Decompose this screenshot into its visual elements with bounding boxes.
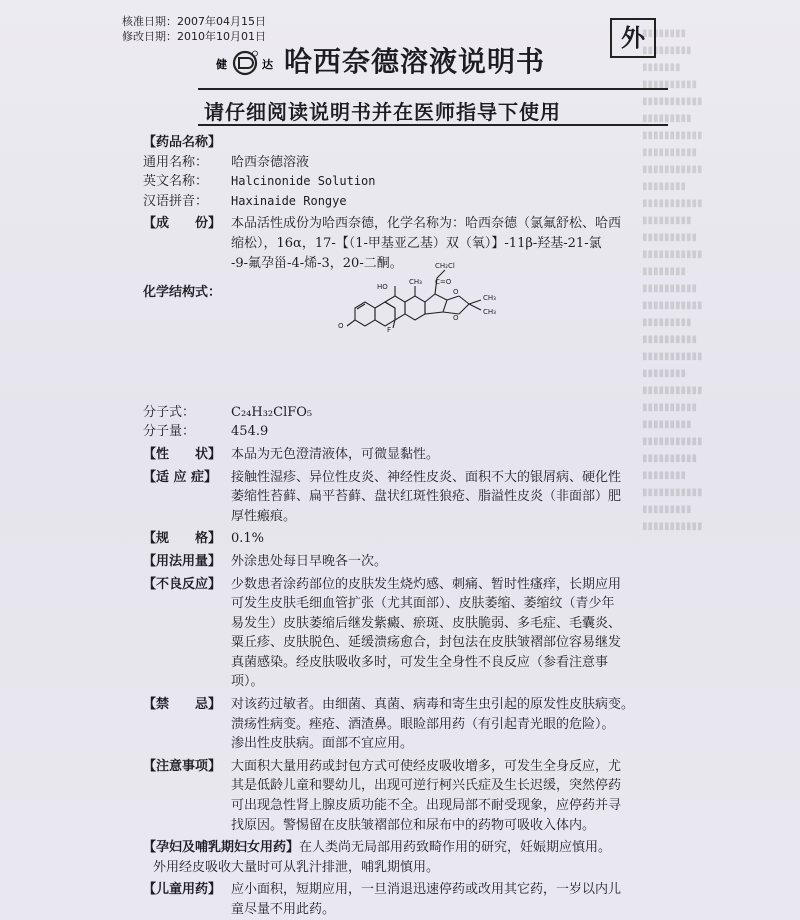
section-text-line: 项）。 — [231, 674, 264, 690]
section-usage — [143, 552, 683, 572]
section-text-line: 缩松），16α，17-【（1-甲基亚乙基）双（氧）】-11β-羟基-21-氯 — [231, 235, 602, 251]
field-value: 454.9 — [231, 424, 269, 440]
section-label: 【不良反应】 — [143, 576, 222, 592]
section-text: 外涂患处每日早晚各一次。 — [231, 553, 388, 569]
section-label: 【儿童用药】 — [143, 882, 222, 898]
section-text: 本品活性成份为哈西奈德，化学名称为：哈西奈德（氯氟舒松、哈西 — [231, 216, 622, 232]
section-text-line: 溃疡性病变。痤疮、酒渣鼻。眼睑部用药（有引起青光眼的危险）。 — [231, 716, 615, 732]
section-text-line: 找原因。警惕留在皮肤皱褶部位和尿布中的药物可吸收入体内。 — [231, 817, 596, 833]
section-composition — [143, 214, 683, 234]
document-title: 哈西奈德溶液说明书 — [284, 45, 546, 78]
section-text-line: 可出现急性肾上腺皮质功能不全。出现局部不耐受现象，应停药并寻 — [231, 798, 622, 814]
section-label: 【药品名称】 — [143, 135, 222, 150]
section-text: 本品为无色澄清液体，可微显黏性。 — [231, 446, 440, 462]
section-text-line: 粟丘疹、皮肤脱色、延缓溃疡愈合，封包法在皮肤皱褶部位容易继发 — [231, 635, 622, 651]
section-text-line: 外用经皮吸收大量时可从乳汁排泄，哺乳期慎用。 — [153, 859, 440, 875]
svg-text:F: F — [387, 326, 392, 334]
section-text-line: 渗出性皮肤病。面部不宜应用。 — [231, 736, 414, 752]
field-label: 通用名称： — [143, 154, 209, 170]
section-text-line: 真菌感染。经皮肤吸收多时，可发生全身性不良反应（参看注意事 — [231, 654, 609, 670]
svg-text:CH₃: CH₃ — [409, 278, 422, 286]
common-name-row — [143, 153, 683, 173]
field-label: 分子式： — [143, 404, 196, 420]
section-spec — [143, 529, 683, 549]
field-label: 汉语拼音： — [143, 193, 209, 209]
svg-text:CH₃: CH₃ — [483, 294, 496, 302]
approve-date: 核准日期：2007年04月15日 — [122, 15, 266, 28]
modify-date: 修改日期：2010年10月01日 — [122, 30, 266, 43]
section-text: 接触性湿疹、异位性皮炎、神经性皮炎、面积不大的银屑病、硬化性 — [231, 469, 622, 485]
section-text: 少数患者涂药部位的皮肤发生烧灼感、刺痛、暂时性瘙痒，长期应用 — [231, 576, 622, 592]
field-value: Haxinaide Rongye — [231, 193, 347, 208]
brand-right-glyph: 达 — [262, 58, 273, 71]
section-text: 大面积大量用药或封包方式可使经皮吸收增多，可发生全身反应，尤 — [231, 758, 622, 774]
section-label: 【孕妇及哺乳期妇女用药】 — [143, 840, 300, 856]
section-pregnancy — [143, 838, 683, 858]
section-text: 0.1% — [231, 531, 265, 547]
section-label: 【用法用量】 — [143, 553, 222, 569]
title-rule-top — [198, 88, 668, 90]
section-label: 【成 份】 — [143, 216, 222, 232]
brand-left-glyph: 健 — [216, 58, 227, 71]
date-block — [122, 14, 266, 44]
leaflet-body — [143, 130, 683, 920]
section-text: 对该药过敏者。由细菌、真菌、病毒和寄生虫引起的原发性皮肤病变。 — [231, 697, 635, 713]
section-adverse — [143, 575, 683, 595]
section-text-line: 童尽量不用此药。 — [231, 902, 336, 917]
section-indications — [143, 468, 683, 488]
svg-text:CH₃: CH₃ — [483, 308, 496, 316]
svg-text:O: O — [453, 314, 459, 322]
formula-row — [143, 403, 683, 423]
section-text-line: 可发生皮肤毛细血管扩张（尤其面部）、皮肤萎缩、萎缩纹（青少年 — [231, 596, 615, 612]
section-appearance — [143, 445, 683, 465]
title-rule-bottom — [198, 124, 668, 126]
svg-text:HO: HO — [377, 283, 388, 291]
section-text: 应小面积，短期应用，一旦消退迅速停药或改用其它药，一岁以内儿 — [231, 882, 622, 898]
section-label: 【适 应 症】 — [143, 469, 218, 485]
svg-text:O: O — [453, 288, 459, 296]
section-label: 【禁 忌】 — [143, 697, 222, 713]
field-value: C₂₄H₃₂ClFO₅ — [231, 404, 313, 420]
section-label: 【规 格】 — [143, 531, 222, 547]
svg-text:C=O: C=O — [435, 278, 452, 286]
english-name-row — [143, 172, 683, 192]
subtitle: 请仔细阅读说明书并在医师指导下使用 — [204, 100, 561, 124]
field-label: 分子量： — [143, 424, 196, 440]
chemical-structure-diagram — [335, 256, 525, 336]
section-text-line: 其是低龄儿童和婴幼儿，出现可逆行柯兴氏症及生长迟缓，突然停药 — [231, 778, 622, 794]
section-contra — [143, 695, 683, 715]
show-through-text: ▮▮▮▮▮▮▮▮ ▮▮▮▮▮▮▮▮▮ ▮▮▮▮▮▮▮ ▮▮▮▮▮▮▮▮▮▮ ▮▮▮▮▮▮▮▮▮▮▮ ▮▮▮▮▮▮▮▮▮ ▮▮▮▮▮▮▮▮▮▮▮ ▮▮▮▮▮▮▮▮▮▮ ▮▮▮▮▮▮▮▮▮▮▮ ▮▮▮▮▮▮▮▮ ▮▮▮▮▮▮▮▮▮▮▮ ▮▮▮▮▮▮▮▮▮ ▮▮▮▮▮▮▮▮▮▮ ▮▮▮▮▮▮▮▮▮▮▮ ▮▮▮▮▮▮▮▮ ▮▮▮▮▮▮▮▮▮▮ ▮▮▮▮▮▮▮▮▮▮▮ ▮▮▮▮▮▮▮▮▮ ▮▮▮▮▮▮▮▮▮▮ ▮▮▮▮▮▮▮▮▮▮▮ ▮▮▮▮▮▮▮▮ ▮▮▮▮▮▮▮▮▮▮▮ ▮▮▮▮▮▮▮▮▮▮ ▮▮▮▮▮▮▮▮▮ ▮▮▮▮▮▮▮▮▮▮▮ ▮▮▮▮▮▮▮▮▮▮ ▮▮▮▮▮▮▮▮ ▮▮▮▮▮▮▮▮▮▮▮ ▮▮▮▮▮▮▮▮▮ ▮▮▮▮▮▮▮▮▮▮▮ — [642, 28, 703, 532]
section-text-line: 厚性瘢痕。 — [231, 508, 297, 524]
field-value: 哈西奈德溶液 — [231, 154, 310, 170]
field-value: Halcinonide Solution — [231, 174, 376, 189]
section-text-line: 萎缩性苔藓、扁平苔藓、盘状红斑性狼疮、脂溢性皮炎（非面部）肥 — [231, 489, 622, 505]
pinyin-row — [143, 192, 683, 212]
field-label: 英文名称： — [143, 174, 209, 190]
section-text-line: 易发生）皮肤萎缩后继发紫癜、瘀斑、皮肤脆弱、多毛症、毛囊炎、 — [231, 615, 622, 631]
svg-text:CH₂Cl: CH₂Cl — [435, 262, 455, 270]
field-label: 化学结构式： — [143, 285, 222, 301]
weight-row — [143, 422, 683, 442]
section-precautions — [143, 757, 683, 777]
section-text-line: -9-氟孕甾-4-烯-3，20-二酮。 — [231, 255, 403, 271]
svg-text:O: O — [338, 322, 344, 330]
section-label: 【性 状】 — [143, 446, 222, 462]
section-children — [143, 880, 683, 900]
section-drug-name — [143, 133, 683, 153]
section-text: 在人类尚无局部用药致畸作用的研究，妊娠期应慎用。 — [299, 840, 612, 856]
section-label: 【注意事项】 — [143, 758, 222, 774]
brand-logo — [214, 50, 282, 76]
external-use-mark: 外 — [610, 18, 656, 58]
